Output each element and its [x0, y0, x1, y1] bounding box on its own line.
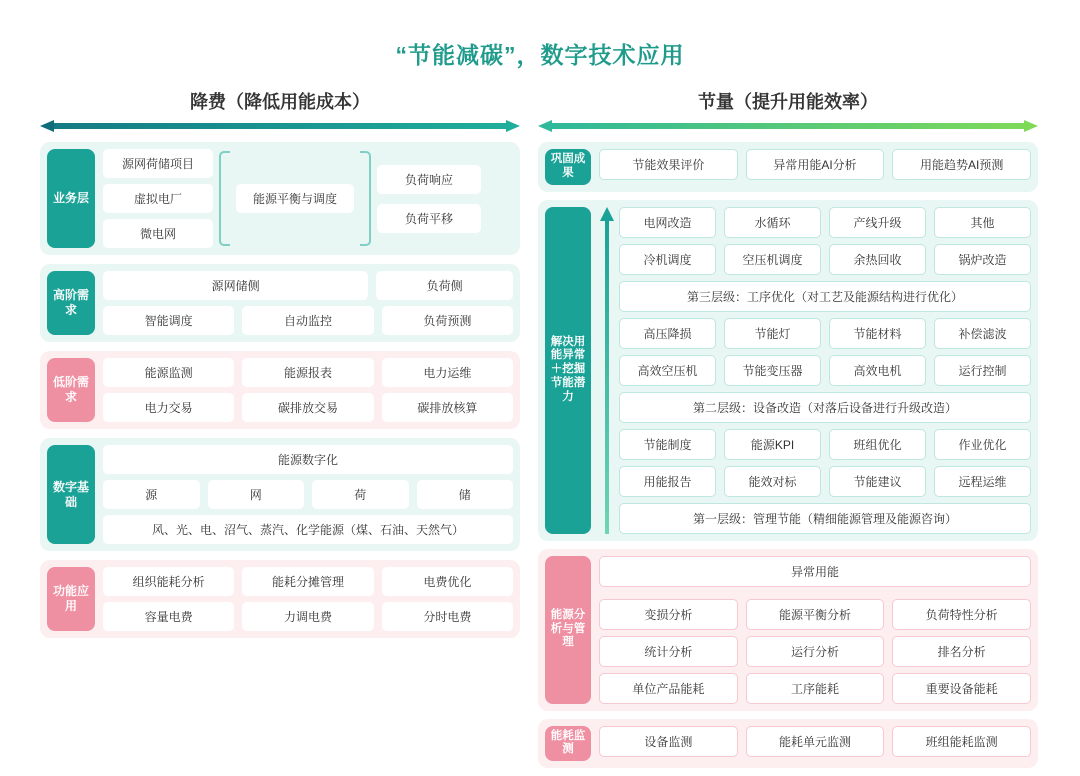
- list-item[interactable]: 作业优化: [934, 429, 1031, 460]
- list-item[interactable]: 用能趋势AI预测: [892, 149, 1031, 180]
- table-row: [103, 602, 513, 631]
- advanced-demand-tab: 高阶需求: [47, 271, 95, 335]
- list-item[interactable]: 运行分析: [746, 636, 885, 667]
- list-item[interactable]: 排名分析: [892, 636, 1031, 667]
- level2-title: 第二层级：设备改造（对落后设备进行升级改造）: [619, 392, 1031, 423]
- functional-application-tab: 功能应用: [47, 567, 95, 631]
- business-source-group: [103, 149, 213, 248]
- list-item[interactable]: 远程运维: [934, 466, 1031, 497]
- list-item[interactable]: 负荷特性分析: [892, 599, 1031, 630]
- list-item[interactable]: 负荷侧: [376, 271, 513, 300]
- table-row: [103, 358, 513, 387]
- abnormal-energy-head: 异常用能: [599, 556, 1031, 587]
- table-row: [103, 306, 513, 335]
- list-item[interactable]: 碳排放核算: [382, 393, 513, 422]
- list-item[interactable]: 重要设备能耗: [892, 673, 1031, 704]
- energy-monitor-band: [538, 719, 1038, 769]
- list-item[interactable]: 高压降损: [619, 318, 716, 349]
- table-row: [599, 636, 1031, 667]
- energy-analysis-band: [538, 549, 1038, 711]
- list-item[interactable]: 储: [417, 480, 514, 509]
- basic-demand-tab: 低阶需求: [47, 358, 95, 422]
- digital-foundation-tab: 数字基础: [47, 445, 95, 544]
- brace-right: [360, 151, 371, 246]
- list-item[interactable]: 分时电费: [382, 602, 513, 631]
- level2-group: [619, 318, 1031, 423]
- list-item[interactable]: 源网荷储项目: [103, 149, 213, 178]
- page-title: “节能减碳”，数字技术应用: [395, 42, 685, 68]
- list-item[interactable]: 空压机调度: [724, 244, 821, 275]
- digital-foundation-band: [40, 438, 520, 551]
- core-solution-tab: 解决用能异常＋挖掘节能潜力: [545, 207, 591, 534]
- left-arrow-head-end: [506, 120, 520, 132]
- advanced-demand-band: [40, 264, 520, 342]
- list-item[interactable]: 水循环: [724, 207, 821, 238]
- list-item[interactable]: 能源平衡分析: [746, 599, 885, 630]
- list-item[interactable]: 电力运维: [382, 358, 513, 387]
- list-item[interactable]: 能源KPI: [724, 429, 821, 460]
- list-item[interactable]: 负荷平移: [377, 204, 481, 233]
- core-solution-band: [538, 200, 1038, 541]
- list-item[interactable]: 工序能耗: [746, 673, 885, 704]
- table-row: [619, 207, 1031, 238]
- list-item[interactable]: 智能调度: [103, 306, 234, 335]
- list-item[interactable]: 负荷响应: [377, 165, 481, 194]
- brace-left: [219, 151, 230, 246]
- level1-group: [619, 429, 1031, 534]
- list-item[interactable]: 荷: [312, 480, 409, 509]
- list-item[interactable]: 节能变压器: [724, 355, 821, 386]
- list-item[interactable]: 电力交易: [103, 393, 234, 422]
- energy-analysis-tab: 能源分析与管理: [545, 556, 591, 704]
- list-item[interactable]: 电网改造: [619, 207, 716, 238]
- table-row: [599, 149, 1031, 180]
- right-arrow-head-end: [1024, 120, 1038, 132]
- list-item[interactable]: 运行控制: [934, 355, 1031, 386]
- list-item[interactable]: 能耗分摊管理: [242, 567, 373, 596]
- list-item[interactable]: 微电网: [103, 219, 213, 248]
- list-item[interactable]: 虚拟电厂: [103, 184, 213, 213]
- right-arrow-bar: [538, 120, 1038, 132]
- right-arrow-head-start: [538, 120, 552, 132]
- table-row: [599, 599, 1031, 630]
- table-row: [103, 445, 513, 474]
- list-item[interactable]: 节能灯: [724, 318, 821, 349]
- list-item[interactable]: 能源数字化: [103, 445, 513, 474]
- list-item[interactable]: 变损分析: [599, 599, 738, 630]
- list-item[interactable]: 组织能耗分析: [103, 567, 234, 596]
- table-row: [103, 271, 513, 300]
- list-item[interactable]: 高效电机: [829, 355, 926, 386]
- table-row: [619, 429, 1031, 460]
- functional-application-band: [40, 560, 520, 638]
- list-item[interactable]: 碳排放交易: [242, 393, 373, 422]
- left-arrow-block: [40, 88, 520, 132]
- table-row: [103, 393, 513, 422]
- list-item[interactable]: 异常用能AI分析: [746, 149, 885, 180]
- table-row: [619, 244, 1031, 275]
- left-arrow-bar: [40, 120, 520, 132]
- business-layer-tab: 业务层: [47, 149, 95, 248]
- energy-monitor-tab: 能耗监测: [545, 726, 591, 762]
- business-layer-band: [40, 142, 520, 255]
- list-item[interactable]: 源网储侧: [103, 271, 368, 300]
- arrows-row: [0, 88, 1080, 132]
- energy-balance-cell[interactable]: 能源平衡与调度: [236, 184, 354, 213]
- diagram-panels: [0, 132, 1080, 776]
- list-item[interactable]: 高效空压机: [619, 355, 716, 386]
- list-item[interactable]: 余热回收: [829, 244, 926, 275]
- list-item[interactable]: 节能制度: [619, 429, 716, 460]
- right-arrow-label: 节量（提升用能效率）: [698, 92, 878, 112]
- list-item[interactable]: 单位产品能耗: [599, 673, 738, 704]
- list-item[interactable]: 补偿滤波: [934, 318, 1031, 349]
- list-item[interactable]: 班组能耗监测: [892, 726, 1031, 757]
- list-item[interactable]: 设备监测: [599, 726, 738, 757]
- table-row: [619, 355, 1031, 386]
- list-item[interactable]: 产线升级: [829, 207, 926, 238]
- list-item[interactable]: 用能报告: [619, 466, 716, 497]
- list-item[interactable]: 容量电费: [103, 602, 234, 631]
- list-item[interactable]: 源: [103, 480, 200, 509]
- list-item[interactable]: 力调电费: [242, 602, 373, 631]
- level3-title: 第三层级：工序优化（对工艺及能源结构进行优化）: [619, 281, 1031, 312]
- list-item[interactable]: 节能材料: [829, 318, 926, 349]
- list-item[interactable]: 其他: [934, 207, 1031, 238]
- list-item[interactable]: 节能建议: [829, 466, 926, 497]
- basic-demand-band: [40, 351, 520, 429]
- list-item[interactable]: 网: [208, 480, 305, 509]
- right-arrow-block: [538, 88, 1038, 132]
- level3-group: [619, 207, 1031, 312]
- level1-title: 第一层级：管理节能（精细能源管理及能源咨询）: [619, 503, 1031, 534]
- list-item[interactable]: 能源监测: [103, 358, 234, 387]
- consolidate-results-band: [538, 142, 1038, 192]
- consolidate-results-tab: 巩固成果: [545, 149, 591, 185]
- list-item[interactable]: 能耗单元监测: [746, 726, 885, 757]
- list-item[interactable]: 能效对标: [724, 466, 821, 497]
- list-item[interactable]: 能源报表: [242, 358, 373, 387]
- list-item[interactable]: 节能效果评价: [599, 149, 738, 180]
- list-item[interactable]: 统计分析: [599, 636, 738, 667]
- left-column: [40, 142, 520, 647]
- table-row: [103, 567, 513, 596]
- table-row: [599, 673, 1031, 704]
- table-row: [103, 515, 513, 544]
- left-arrow-head-start: [40, 120, 54, 132]
- business-load-group: [377, 165, 481, 233]
- list-item[interactable]: 风、光、电、沼气、蒸汽、化学能源（煤、石油、天然气）: [103, 515, 513, 544]
- table-row: [599, 726, 1031, 757]
- table-row: [103, 480, 513, 509]
- table-row: [619, 466, 1031, 497]
- list-item[interactable]: 自动监控: [242, 306, 373, 335]
- list-item[interactable]: 锅炉改造: [934, 244, 1031, 275]
- left-arrow-label: 降费（降低用能成本）: [190, 92, 370, 112]
- list-item[interactable]: 冷机调度: [619, 244, 716, 275]
- list-item[interactable]: 负荷预测: [382, 306, 513, 335]
- table-row: [619, 318, 1031, 349]
- right-column: [538, 142, 1038, 776]
- upward-arrow-icon: [599, 207, 615, 534]
- list-item[interactable]: 班组优化: [829, 429, 926, 460]
- list-item[interactable]: 电费优化: [382, 567, 513, 596]
